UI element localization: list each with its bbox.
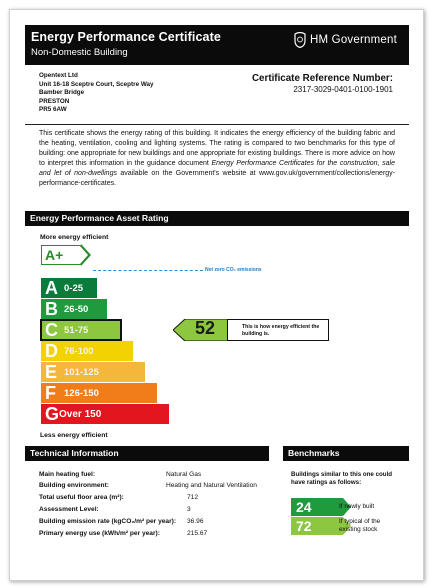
rating-band-b <box>41 299 107 319</box>
a-plus-arrow-inner <box>80 246 88 264</box>
address-line: PR5 6AW <box>39 106 67 114</box>
benchmark-existing-value: 72 <box>296 518 312 534</box>
certificate <box>25 25 409 570</box>
address-line: Unit 16-18 Sceptre Court, Sceptre Way <box>39 80 154 88</box>
row-value: 712 <box>187 494 199 501</box>
rating-band-e <box>41 362 145 382</box>
band-letter: D <box>45 341 58 361</box>
row-key: Building environment: <box>39 482 109 489</box>
rating-band-c <box>41 320 121 340</box>
a-plus-band: A+ <box>41 245 81 265</box>
row-value: 215.67 <box>187 530 208 537</box>
rating-band-f <box>41 383 157 403</box>
band-letter: C <box>45 320 58 340</box>
hm-government-logo: HM Government <box>310 34 397 46</box>
more-efficient-label: More energy efficient <box>40 234 109 241</box>
table-row <box>39 471 289 481</box>
current-rating-note: This is how energy efficient the building is. <box>227 319 329 341</box>
row-key: Main heating fuel: <box>39 471 96 478</box>
less-efficient-label: Less energy efficient <box>40 432 108 439</box>
benchmark-new-value: 24 <box>296 499 312 515</box>
benchmark-existing-note: If typical of the existing stock <box>339 518 381 533</box>
technical-section-header: Technical Information <box>25 446 269 461</box>
intro-text: This certificate shows the energy rating of this building. It indicates the energy efficiency of the building fabric and the heating, ventilation, cooling and lighting systems. The rating is compared to two benchmarks for this type of building: one appropriate for new buildings and one appropriate for existing buildings. There is more advice on how to interpret this information in the guidance document <box>39 130 395 167</box>
band-range: Over 150 <box>59 409 102 420</box>
reference-number: 2317-3029-0401-0100-1901 <box>293 85 393 94</box>
intro-paragraph <box>39 129 395 189</box>
net-zero-label: Net zero CO₂ emissions <box>205 267 262 273</box>
rating-band-a <box>41 278 97 298</box>
address-line: PRESTON <box>39 97 70 105</box>
current-rating-value: 52 <box>195 318 216 338</box>
benchmarks-intro: Buildings similar to this one could have ratings as follows: <box>291 471 393 486</box>
band-letter: A <box>45 278 58 298</box>
row-value: Heating and Natural Ventilation <box>166 482 257 489</box>
band-letter: F <box>45 383 56 403</box>
row-value: 36.96 <box>187 518 204 525</box>
building-address <box>39 72 154 115</box>
band-range: 76-100 <box>64 346 94 357</box>
rating-band-d <box>41 341 133 361</box>
row-key: Total useful floor area (m²): <box>39 494 124 501</box>
certificate-subtitle: Non-Domestic Building <box>31 47 128 58</box>
rating-section-header: Energy Performance Asset Rating <box>25 211 409 226</box>
band-range: 26-50 <box>64 304 89 315</box>
table-row <box>39 530 289 540</box>
royal-crest-icon <box>293 32 307 48</box>
row-value: 3 <box>187 506 191 513</box>
address-line: Bamber Bridge <box>39 89 85 97</box>
table-row <box>39 494 289 504</box>
band-range: 101-125 <box>64 367 99 378</box>
table-row <box>39 482 289 492</box>
row-value: Natural Gas <box>166 471 202 478</box>
table-row <box>39 518 289 528</box>
band-letter: G <box>45 404 60 424</box>
certificate-header <box>25 25 409 65</box>
band-range: 126-150 <box>64 388 99 399</box>
reference-label: Certificate Reference Number: <box>251 73 393 84</box>
divider <box>25 124 409 125</box>
band-letter: B <box>45 299 58 319</box>
benchmarks-section-header: Benchmarks <box>283 446 409 461</box>
band-range: 51-75 <box>64 325 89 336</box>
row-key: Assessment Level: <box>39 506 99 513</box>
intro-text-end: available on the Government's website at www.gov.uk/government/collections/energy-performance-certificates. <box>39 170 395 187</box>
row-key: Building emission rate (kgCO₂/m² per year): <box>39 518 177 525</box>
address-line: Opentext Ltd <box>39 72 78 79</box>
guidance-document-title: Energy Performance Certificates for the construction, sale and let of non-dwellings <box>39 160 396 177</box>
band-range: 0-25 <box>64 283 84 294</box>
certificate-title: Energy Performance Certificate <box>31 30 221 44</box>
rating-band-g <box>41 404 169 424</box>
net-zero-line <box>93 270 203 271</box>
table-row <box>39 506 289 516</box>
row-key: Primary energy use (kWh/m² per year): <box>39 530 160 537</box>
benchmark-new-note: If newly built <box>339 503 375 510</box>
band-letter: E <box>45 362 58 382</box>
